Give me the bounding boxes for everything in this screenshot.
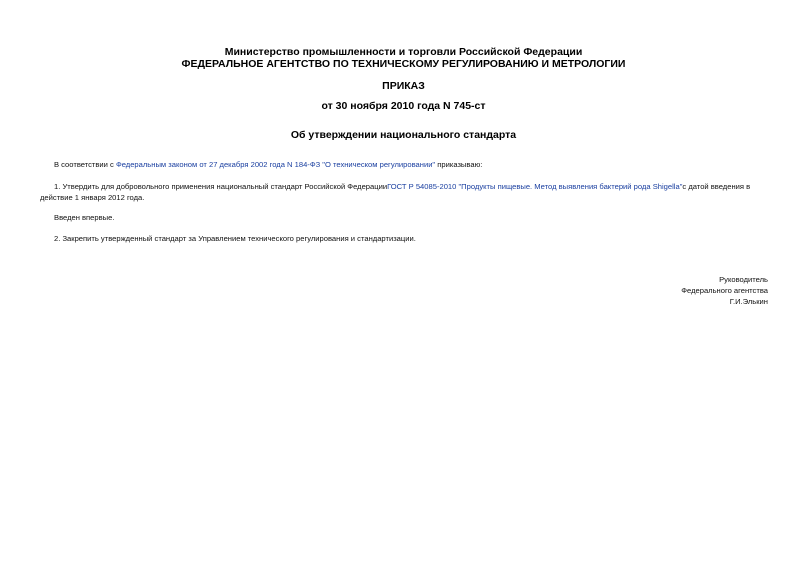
paragraph-approve-standard <box>40 181 770 203</box>
paragraph-text: 2. Закрепить утвержденный стандарт за Управлением технического регулирования и стандартизации. <box>54 234 416 243</box>
ministry-title: Министерство промышленности и торговли Российской Федерации <box>224 46 583 58</box>
paragraph-legal-basis <box>40 159 770 170</box>
federal-law-link[interactable]: Федеральным законом от 27 декабря 2002 года N 184-ФЗ "О техническом регулировании" <box>115 160 436 169</box>
paragraph-prefix: В соответствии с <box>54 160 116 169</box>
gost-standard-link[interactable]: ГОСТ Р 54085-2010 "Продукты пищевые. Метод выявления бактерий рода Shigella" <box>387 182 683 191</box>
document-subject: Об утверждении национального стандарта <box>290 129 517 141</box>
document-date-number: от 30 ноября 2010 года N 745-ст <box>321 100 486 112</box>
paragraph-first-introduced <box>40 212 770 223</box>
paragraph-text: Введен впервые. <box>54 213 115 222</box>
signature-position: Руководитель <box>719 275 768 284</box>
paragraph-suffix: приказываю: <box>435 160 483 169</box>
paragraph-suffix: с датой введения в действие 1 января 2012 года. <box>40 182 751 202</box>
paragraph-prefix: 1. Утвердить для добровольного применения национальный стандарт Российской Федерации <box>54 182 388 191</box>
signature-agency: Федерального агентства <box>681 286 768 295</box>
document-type: ПРИКАЗ <box>382 80 425 92</box>
agency-title: ФЕДЕРАЛЬНОЕ АГЕНТСТВО ПО ТЕХНИЧЕСКОМУ РЕГУЛИРОВАНИЮ И МЕТРОЛОГИИ <box>181 58 626 70</box>
paragraph-assign-standard <box>40 233 770 244</box>
signature-name: Г.И.Элькин <box>729 297 768 306</box>
